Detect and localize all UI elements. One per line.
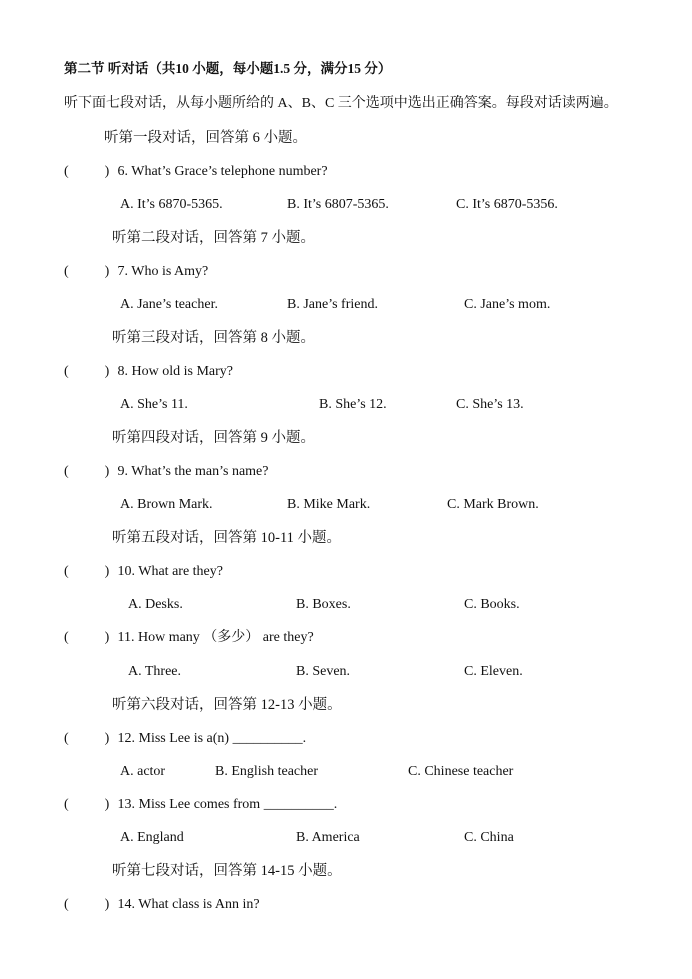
answer-paren-close: ) [104, 564, 110, 579]
dialog-label-7: 听第七段对话，回答第 14-15 小题。 [112, 863, 342, 879]
question-text: 6. What’s Grace’s telephone number? [117, 164, 328, 179]
dialog-label-3: 听第三段对话，回答第 8 小题。 [112, 330, 315, 346]
question-9 [64, 463, 268, 481]
answer-paren-open: ( [64, 464, 69, 479]
option-a: A. England [120, 830, 184, 845]
option-c: C. She’s 13. [456, 397, 524, 412]
option-b: B. English teacher [215, 764, 319, 779]
answer-paren-open: ( [64, 364, 69, 379]
answer-paren-open: ( [64, 264, 69, 279]
dialog-label-2: 听第二段对话，回答第 7 小题。 [112, 230, 315, 246]
option-c: C. Chinese teacher [408, 764, 514, 779]
question-10 [64, 563, 223, 581]
option-a: A. It’s 6870-5365. [120, 197, 223, 212]
option-a: A. actor [120, 764, 166, 779]
option-a: A. She’s 11. [120, 397, 188, 412]
dialog-label-1: 听第一段对话，回答第 6 小题。 [104, 130, 307, 146]
answer-paren-close: ) [104, 797, 110, 812]
option-b: B. Seven. [296, 664, 351, 679]
answer-paren-close: ) [104, 364, 110, 379]
dialog-label-4: 听第四段对话，回答第 9 小题。 [112, 430, 315, 446]
answer-paren-open: ( [64, 564, 69, 579]
option-b: B. It’s 6807-5365. [287, 197, 389, 212]
instruction-text: 听下面七段对话，从每小题所给的 A、B、C 三个选项中选出正确答案。每段对话读两遍。 [64, 96, 618, 111]
question-text: 9. What’s the man’s name? [117, 464, 269, 479]
question-8 [64, 363, 233, 381]
option-a: A. Brown Mark. [120, 497, 213, 512]
dialog-label-5: 听第五段对话，回答第 10-11 小题。 [112, 530, 342, 546]
answer-paren-open: ( [64, 731, 69, 746]
answer-paren-open: ( [64, 164, 69, 179]
option-a: A. Desks. [128, 597, 183, 612]
question-text: 14. What class is Ann in? [117, 897, 260, 912]
answer-paren-close: ) [104, 264, 110, 279]
answer-paren-close: ) [104, 897, 110, 912]
option-b: B. Mike Mark. [287, 497, 371, 512]
option-c: C. Books. [464, 597, 520, 612]
question-13 [64, 796, 337, 814]
question-text: 10. What are they? [117, 564, 223, 579]
answer-paren-close: ) [104, 731, 110, 746]
option-b: B. America [296, 830, 360, 845]
question-12 [64, 730, 306, 748]
question-14 [64, 896, 260, 914]
dialog-label-6: 听第六段对话，回答第 12-13 小题。 [112, 697, 342, 713]
option-c: C. Jane’s mom. [464, 297, 551, 312]
question-text: 13. Miss Lee comes from __________. [117, 797, 338, 812]
answer-paren-open: ( [64, 630, 69, 645]
question-text: 7. Who is Amy? [117, 264, 209, 279]
answer-paren-open: ( [64, 897, 69, 912]
option-b: B. Boxes. [296, 597, 351, 612]
option-c: C. Mark Brown. [447, 497, 539, 512]
question-11 [64, 629, 314, 647]
question-text: 11. How many （多少） are they? [117, 630, 314, 645]
option-a: A. Three. [128, 664, 181, 679]
question-text: 8. How old is Mary? [117, 364, 233, 379]
option-c: C. Eleven. [464, 664, 523, 679]
answer-paren-close: ) [104, 630, 110, 645]
option-c: C. China [464, 830, 514, 845]
question-7 [64, 263, 208, 281]
option-c: C. It’s 6870-5356. [456, 197, 558, 212]
option-b: B. Jane’s friend. [287, 297, 378, 312]
answer-paren-open: ( [64, 797, 69, 812]
answer-paren-close: ) [104, 164, 110, 179]
option-a: A. Jane’s teacher. [120, 297, 218, 312]
section-title: 第二节 听对话（共10 小题，每小题1.5 分，满分15 分） [64, 61, 392, 76]
question-6 [64, 163, 328, 181]
question-text: 12. Miss Lee is a(n) __________. [117, 731, 307, 746]
answer-paren-close: ) [104, 464, 110, 479]
option-b: B. She’s 12. [319, 397, 387, 412]
